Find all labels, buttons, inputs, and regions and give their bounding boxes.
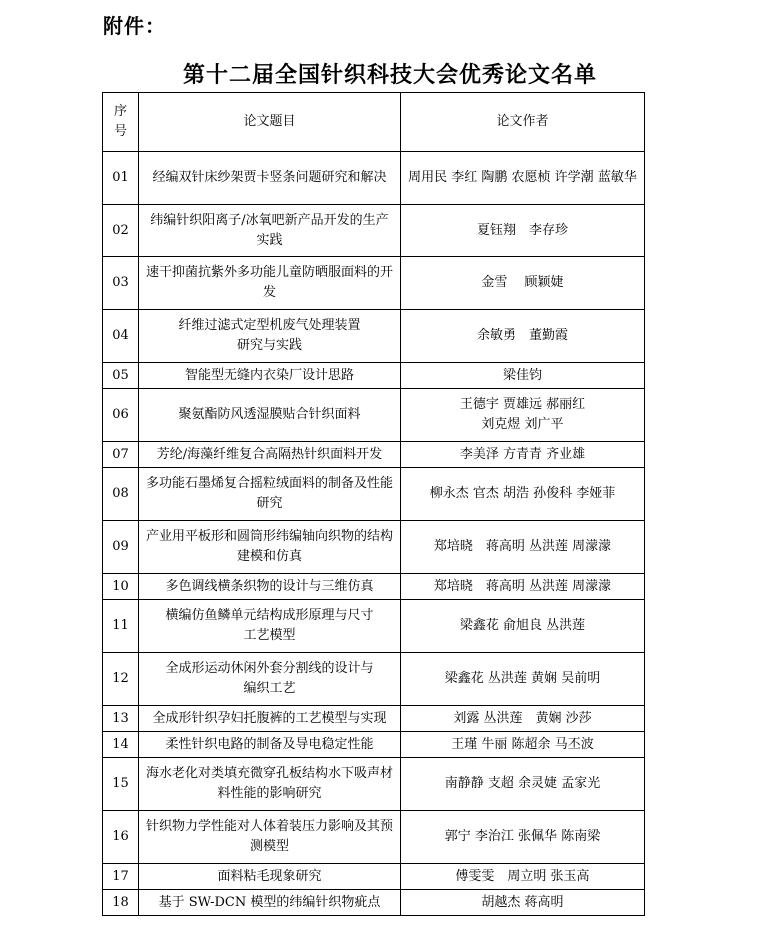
row-paper-title: 芳纶/海藻纤维复合高隔热针织面料开发 <box>139 442 401 468</box>
row-authors: 王瑾 牛丽 陈超余 马丕波 <box>401 732 645 758</box>
row-seq: 06 <box>103 389 139 442</box>
row-seq: 03 <box>103 257 139 310</box>
row-seq: 13 <box>103 706 139 732</box>
table-row <box>103 442 645 468</box>
table-row <box>103 363 645 389</box>
row-authors: 夏钰翔 李存珍 <box>401 205 645 257</box>
table-row <box>103 389 645 442</box>
table-row <box>103 732 645 758</box>
row-authors: 周用民 李红 陶鹏 农愿桢 许学潮 蓝敏华 <box>401 152 645 205</box>
table-header-row <box>103 93 645 152</box>
row-seq: 10 <box>103 574 139 600</box>
row-authors: 郭宁 李治江 张佩华 陈南梁 <box>401 811 645 864</box>
row-seq: 15 <box>103 758 139 811</box>
row-authors: 刘露 丛洪莲 黄娴 沙莎 <box>401 706 645 732</box>
row-seq: 09 <box>103 521 139 574</box>
table-row <box>103 152 645 205</box>
row-authors: 南静静 支超 余灵婕 孟家光 <box>401 758 645 811</box>
row-seq: 18 <box>103 890 139 916</box>
table-row <box>103 890 645 916</box>
row-authors: 梁佳钧 <box>401 363 645 389</box>
row-authors: 傅雯雯 周立明 张玉高 <box>401 864 645 890</box>
row-paper-title: 纤维过滤式定型机废气处理装置 研究与实践 <box>139 310 401 363</box>
row-authors: 柳永杰 官杰 胡浩 孙俊科 李娅菲 <box>401 468 645 521</box>
row-seq: 16 <box>103 811 139 864</box>
row-paper-title: 全成形针织孕妇托腹裤的工艺模型与实现 <box>139 706 401 732</box>
table-row <box>103 706 645 732</box>
header-seq <box>103 93 139 152</box>
row-seq: 04 <box>103 310 139 363</box>
table-row <box>103 257 645 310</box>
row-authors: 郑培晓 蒋高明 丛洪莲 周濛濛 <box>401 574 645 600</box>
row-paper-title: 面料粘毛现象研究 <box>139 864 401 890</box>
header-seq-line1: 序 <box>113 104 127 119</box>
row-paper-title: 聚氨酯防风透湿膜贴合针织面料 <box>139 389 401 442</box>
row-authors: 梁鑫花 俞旭良 丛洪莲 <box>401 600 645 653</box>
row-paper-title: 经编双针床纱架贾卡竖条问题研究和解决 <box>139 152 401 205</box>
row-seq: 07 <box>103 442 139 468</box>
row-seq: 11 <box>103 600 139 653</box>
table-row <box>103 310 645 363</box>
table-row <box>103 811 645 864</box>
row-seq: 14 <box>103 732 139 758</box>
row-paper-title: 全成形运动休闲外套分割线的设计与 编织工艺 <box>139 653 401 706</box>
table-row <box>103 521 645 574</box>
header-seq-line2: 号 <box>113 124 127 139</box>
row-seq: 08 <box>103 468 139 521</box>
row-authors: 梁鑫花 丛洪莲 黄娴 吴前明 <box>401 653 645 706</box>
row-seq: 02 <box>103 205 139 257</box>
row-seq: 01 <box>103 152 139 205</box>
header-authors: 论文作者 <box>401 93 645 152</box>
paper-list-table <box>102 92 645 916</box>
document-title: 第十二届全国针织科技大会优秀论文名单 <box>182 63 597 88</box>
row-paper-title: 多色调线横条织物的设计与三维仿真 <box>139 574 401 600</box>
table-row <box>103 600 645 653</box>
table-row <box>103 205 645 257</box>
row-paper-title: 速干抑菌抗紫外多功能儿童防晒服面料的开发 <box>139 257 401 310</box>
attachment-label: 附件： <box>103 14 166 38</box>
row-paper-title: 柔性针织电路的制备及导电稳定性能 <box>139 732 401 758</box>
row-authors: 李美泽 方青青 齐业雄 <box>401 442 645 468</box>
header-paper-title: 论文题目 <box>139 93 401 152</box>
row-authors: 郑培晓 蒋高明 丛洪莲 周濛濛 <box>401 521 645 574</box>
row-authors: 余敏勇 董勤霞 <box>401 310 645 363</box>
table-row <box>103 758 645 811</box>
row-seq: 17 <box>103 864 139 890</box>
table-row <box>103 574 645 600</box>
row-paper-title: 纬编针织阳离子/冰氧吧新产品开发的生产实践 <box>139 205 401 257</box>
row-seq: 05 <box>103 363 139 389</box>
table-body <box>103 152 645 916</box>
row-paper-title: 针织物力学性能对人体着装压力影响及其预测模型 <box>139 811 401 864</box>
row-authors: 胡越杰 蒋高明 <box>401 890 645 916</box>
table-row <box>103 864 645 890</box>
row-paper-title: 基于 SW-DCN 模型的纬编针织物疵点 <box>139 890 401 916</box>
row-paper-title: 多功能石墨烯复合摇粒绒面料的制备及性能研究 <box>139 468 401 521</box>
table-row <box>103 653 645 706</box>
row-paper-title: 海水老化对类填充微穿孔板结构水下吸声材料性能的影响研究 <box>139 758 401 811</box>
row-seq: 12 <box>103 653 139 706</box>
row-paper-title: 产业用平板形和圆筒形纬编轴向织物的结构建模和仿真 <box>139 521 401 574</box>
table-row <box>103 468 645 521</box>
row-authors: 王德宇 贾雄远 郝丽红 刘克煜 刘广平 <box>401 389 645 442</box>
row-authors: 金雪 顾颖婕 <box>401 257 645 310</box>
row-paper-title: 横编仿鱼鳞单元结构成形原理与尺寸 工艺模型 <box>139 600 401 653</box>
row-paper-title: 智能型无缝内衣染厂设计思路 <box>139 363 401 389</box>
